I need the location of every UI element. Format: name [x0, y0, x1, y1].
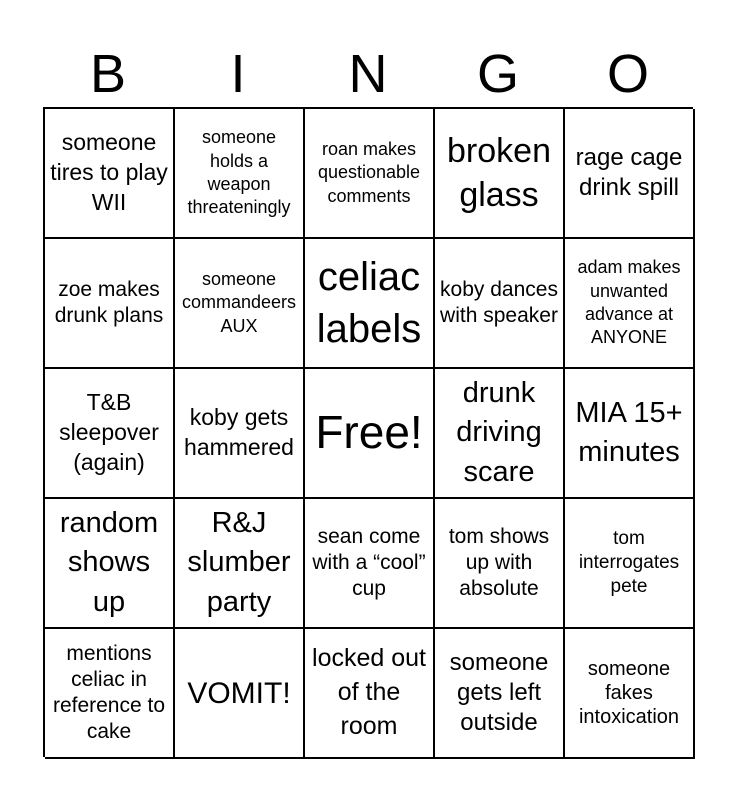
bingo-cell-r5-c4[interactable] — [435, 629, 565, 759]
bingo-cell-r4-c4[interactable] — [435, 499, 565, 629]
bingo-cell-r1-c3[interactable] — [305, 109, 435, 239]
cell-text: adam makes unwanted advance at ANYONE — [577, 257, 681, 348]
bingo-cell-r2-c3[interactable] — [305, 239, 435, 369]
cell-text: VOMIT! — [187, 676, 291, 710]
cell-text: broken glass — [447, 131, 551, 214]
cell-text: locked out of the room — [312, 644, 426, 740]
bingo-cell-r2-c4[interactable] — [435, 239, 565, 369]
bingo-cell-r5-c2[interactable] — [175, 629, 305, 759]
bingo-cell-r5-c5[interactable] — [565, 629, 695, 759]
cell-text: someone commandeers AUX — [181, 268, 297, 336]
cell-text: someone gets left outside — [449, 649, 549, 736]
header-letter-b: B — [89, 44, 127, 104]
cell-text: someone holds a weapon threateningly — [187, 127, 291, 218]
cell-text: tom shows up with absolute — [448, 524, 550, 601]
cell-text: T&B sleepover (again) — [59, 389, 159, 475]
header-letter-o: O — [606, 44, 649, 104]
bingo-cell-r5-c1[interactable] — [45, 629, 175, 759]
header-letter-g: G — [476, 44, 519, 104]
bingo-cell-r3-c5[interactable] — [565, 369, 695, 499]
bingo-cell-r5-c3[interactable] — [305, 629, 435, 759]
cell-text: tom interrogates pete — [578, 528, 680, 597]
cell-text: koby dances with speaker — [440, 277, 558, 327]
cell-text: Free! — [315, 406, 423, 459]
bingo-header — [43, 40, 693, 108]
cell-text: mentions celiac in reference to cake — [52, 641, 166, 744]
cell-text: zoe makes drunk plans — [54, 277, 164, 327]
bingo-cell-r2-c5[interactable] — [565, 239, 695, 369]
header-letter-n: N — [348, 44, 388, 104]
cell-text: someone tires to play WII — [50, 129, 168, 215]
cell-text: MIA 15+ minutes — [575, 396, 683, 468]
cell-text: someone fakes intoxication — [578, 658, 680, 728]
bingo-cell-r1-c2[interactable] — [175, 109, 305, 239]
cell-text: koby gets hammered — [184, 404, 294, 460]
bingo-cell-r3-c4[interactable] — [435, 369, 565, 499]
bingo-cell-r4-c1[interactable] — [45, 499, 175, 629]
bingo-cell-r3-c2[interactable] — [175, 369, 305, 499]
cell-text: sean come with a “cool” cup — [312, 524, 426, 601]
bingo-cell-r4-c3[interactable] — [305, 499, 435, 629]
bingo-cell-r4-c2[interactable] — [175, 499, 305, 629]
bingo-cell-r3-c3-free[interactable] — [305, 369, 435, 499]
cell-text: R&J slumber party — [187, 507, 291, 618]
cell-text: roan makes questionable comments — [317, 138, 421, 206]
bingo-cell-r1-c5[interactable] — [565, 109, 695, 239]
bingo-cell-r1-c4[interactable] — [435, 109, 565, 239]
bingo-cell-r1-c1[interactable] — [45, 109, 175, 239]
cell-text: celiac labels — [316, 255, 422, 351]
bingo-cell-r3-c1[interactable] — [45, 369, 175, 499]
bingo-cell-r2-c2[interactable] — [175, 239, 305, 369]
header-letter-i: I — [230, 44, 246, 104]
cell-text: drunk driving scare — [456, 377, 542, 488]
bingo-grid — [43, 107, 693, 757]
bingo-cell-r2-c1[interactable] — [45, 239, 175, 369]
cell-text: rage cage drink spill — [575, 144, 683, 201]
cell-text: random shows up — [59, 507, 159, 618]
bingo-cell-r4-c5[interactable] — [565, 499, 695, 629]
